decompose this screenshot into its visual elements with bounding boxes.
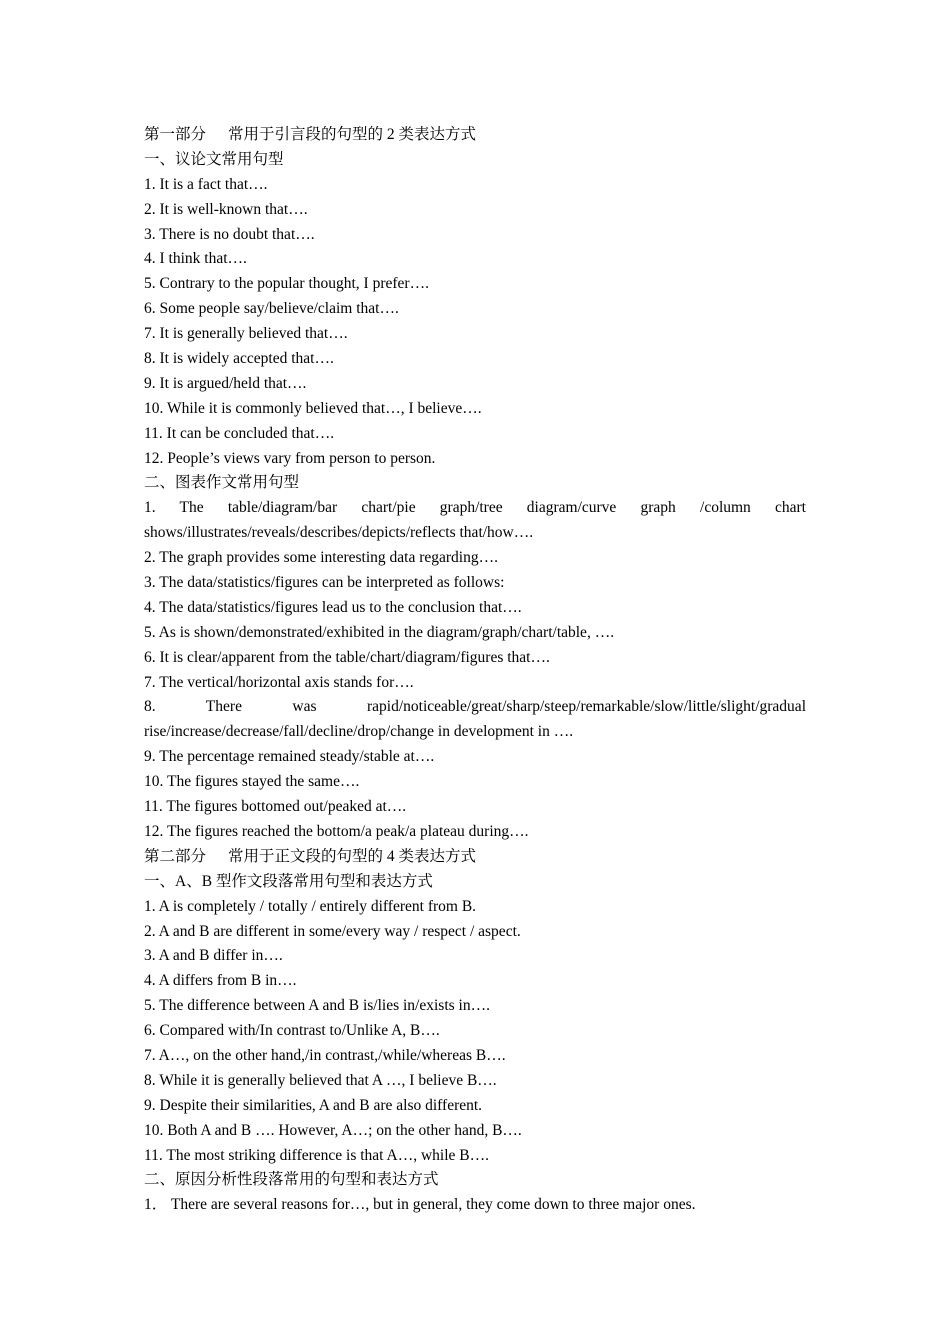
list-item: 7. The vertical/horizontal axis stands for…. xyxy=(144,673,414,691)
list-item-continuation: rise/increase/decrease/fall/decline/drop/change in development in …. xyxy=(144,723,574,741)
part2-title-label: 第二部分 xyxy=(144,847,207,865)
list-item: 3. There is no doubt that…. xyxy=(144,225,315,243)
part2-title-text: 常用于正文段的句型的 4 类表达方式 xyxy=(228,847,477,865)
list-item: 2. The graph provides some interesting data regarding…. xyxy=(144,549,498,567)
list-item: 5. Contrary to the popular thought, I prefer…. xyxy=(144,275,429,293)
list-item: 5. As is shown/demonstrated/exhibited in the diagram/graph/chart/table, …. xyxy=(144,623,615,641)
list-item-line: 1. The table/diagram/bar chart/pie graph/tree diagram/curve graph /column chart xyxy=(144,499,806,517)
part1-section1-heading: 一、议论文常用句型 xyxy=(144,150,284,168)
list-item: 9. It is argued/held that…. xyxy=(144,374,307,392)
list-item-continuation: shows/illustrates/reveals/describes/depicts/reflects that/how…. xyxy=(144,524,534,542)
list-item: 11. The most striking difference is that A…, while B…. xyxy=(144,1146,489,1164)
part1-title-text: 常用于引言段的句型的 2 类表达方式 xyxy=(228,126,477,143)
part2-section2-heading: 二、原因分析性段落常用的句型和表达方式 xyxy=(144,1171,439,1189)
list-item: 2. A and B are different in some/every way / respect / aspect. xyxy=(144,922,521,940)
list-item: 6. Compared with/In contrast to/Unlike A, B…. xyxy=(144,1022,440,1040)
list-item: 8. While it is generally believed that A …, I believe B…. xyxy=(144,1071,497,1089)
list-item: 3. A and B differ in…. xyxy=(144,947,283,965)
list-item: 11. It can be concluded that…. xyxy=(144,424,335,442)
list-item: 11. The figures bottomed out/peaked at…. xyxy=(144,798,407,816)
list-item: 9. The percentage remained steady/stable at…. xyxy=(144,748,435,766)
list-item: 12. People’s views vary from person to person. xyxy=(144,449,436,467)
list-item: 1. A is completely / totally / entirely different from B. xyxy=(144,897,477,915)
list-item: 6. Some people say/believe/claim that…. xyxy=(144,300,399,318)
list-item: 10. The figures stayed the same…. xyxy=(144,773,360,791)
list-item: 12. The figures reached the bottom/a peak/a plateau during…. xyxy=(144,822,529,840)
list-item: 1． There are several reasons for…, but in general, they come down to three major ones. xyxy=(144,1196,696,1214)
list-item: 2. It is well-known that…. xyxy=(144,200,308,218)
list-item-justified xyxy=(144,695,806,720)
list-item: 8. It is widely accepted that…. xyxy=(144,350,334,368)
list-item: 9. Despite their similarities, A and B are also different. xyxy=(144,1096,483,1114)
list-item-justified xyxy=(144,496,806,521)
list-item: 10. Both A and B …. However, A…; on the other hand, B…. xyxy=(144,1121,522,1139)
part1-section2-heading: 二、图表作文常用句型 xyxy=(144,474,300,492)
list-item-line: 8. There was rapid/noticeable/great/sharp/steep/remarkable/slow/little/slight/gradual xyxy=(144,698,806,716)
list-item: 1. It is a fact that…. xyxy=(144,175,268,193)
list-item: 5. The difference between A and B is/lies in/exists in…. xyxy=(144,997,490,1015)
list-item: 3. The data/statistics/figures can be interpreted as follows: xyxy=(144,574,505,592)
list-item: 4. A differs from B in…. xyxy=(144,972,297,990)
list-item: 7. It is generally believed that…. xyxy=(144,325,348,343)
part2-section1-heading: 一、A、B 型作文段落常用句型和表达方式 xyxy=(144,872,433,890)
list-item: 7. A…, on the other hand,/in contrast,/while/whereas B…. xyxy=(144,1046,506,1064)
list-item: 4. The data/statistics/figures lead us to the conclusion that…. xyxy=(144,598,522,616)
list-item: 10. While it is commonly believed that…, I believe…. xyxy=(144,399,482,417)
part1-title-label: 第一部分 xyxy=(144,126,207,143)
part2-title xyxy=(144,845,806,870)
list-item: 6. It is clear/apparent from the table/chart/diagram/figures that…. xyxy=(144,648,550,666)
list-item: 4. I think that…. xyxy=(144,250,247,268)
part1-title xyxy=(144,123,806,148)
document-page xyxy=(144,123,806,1218)
